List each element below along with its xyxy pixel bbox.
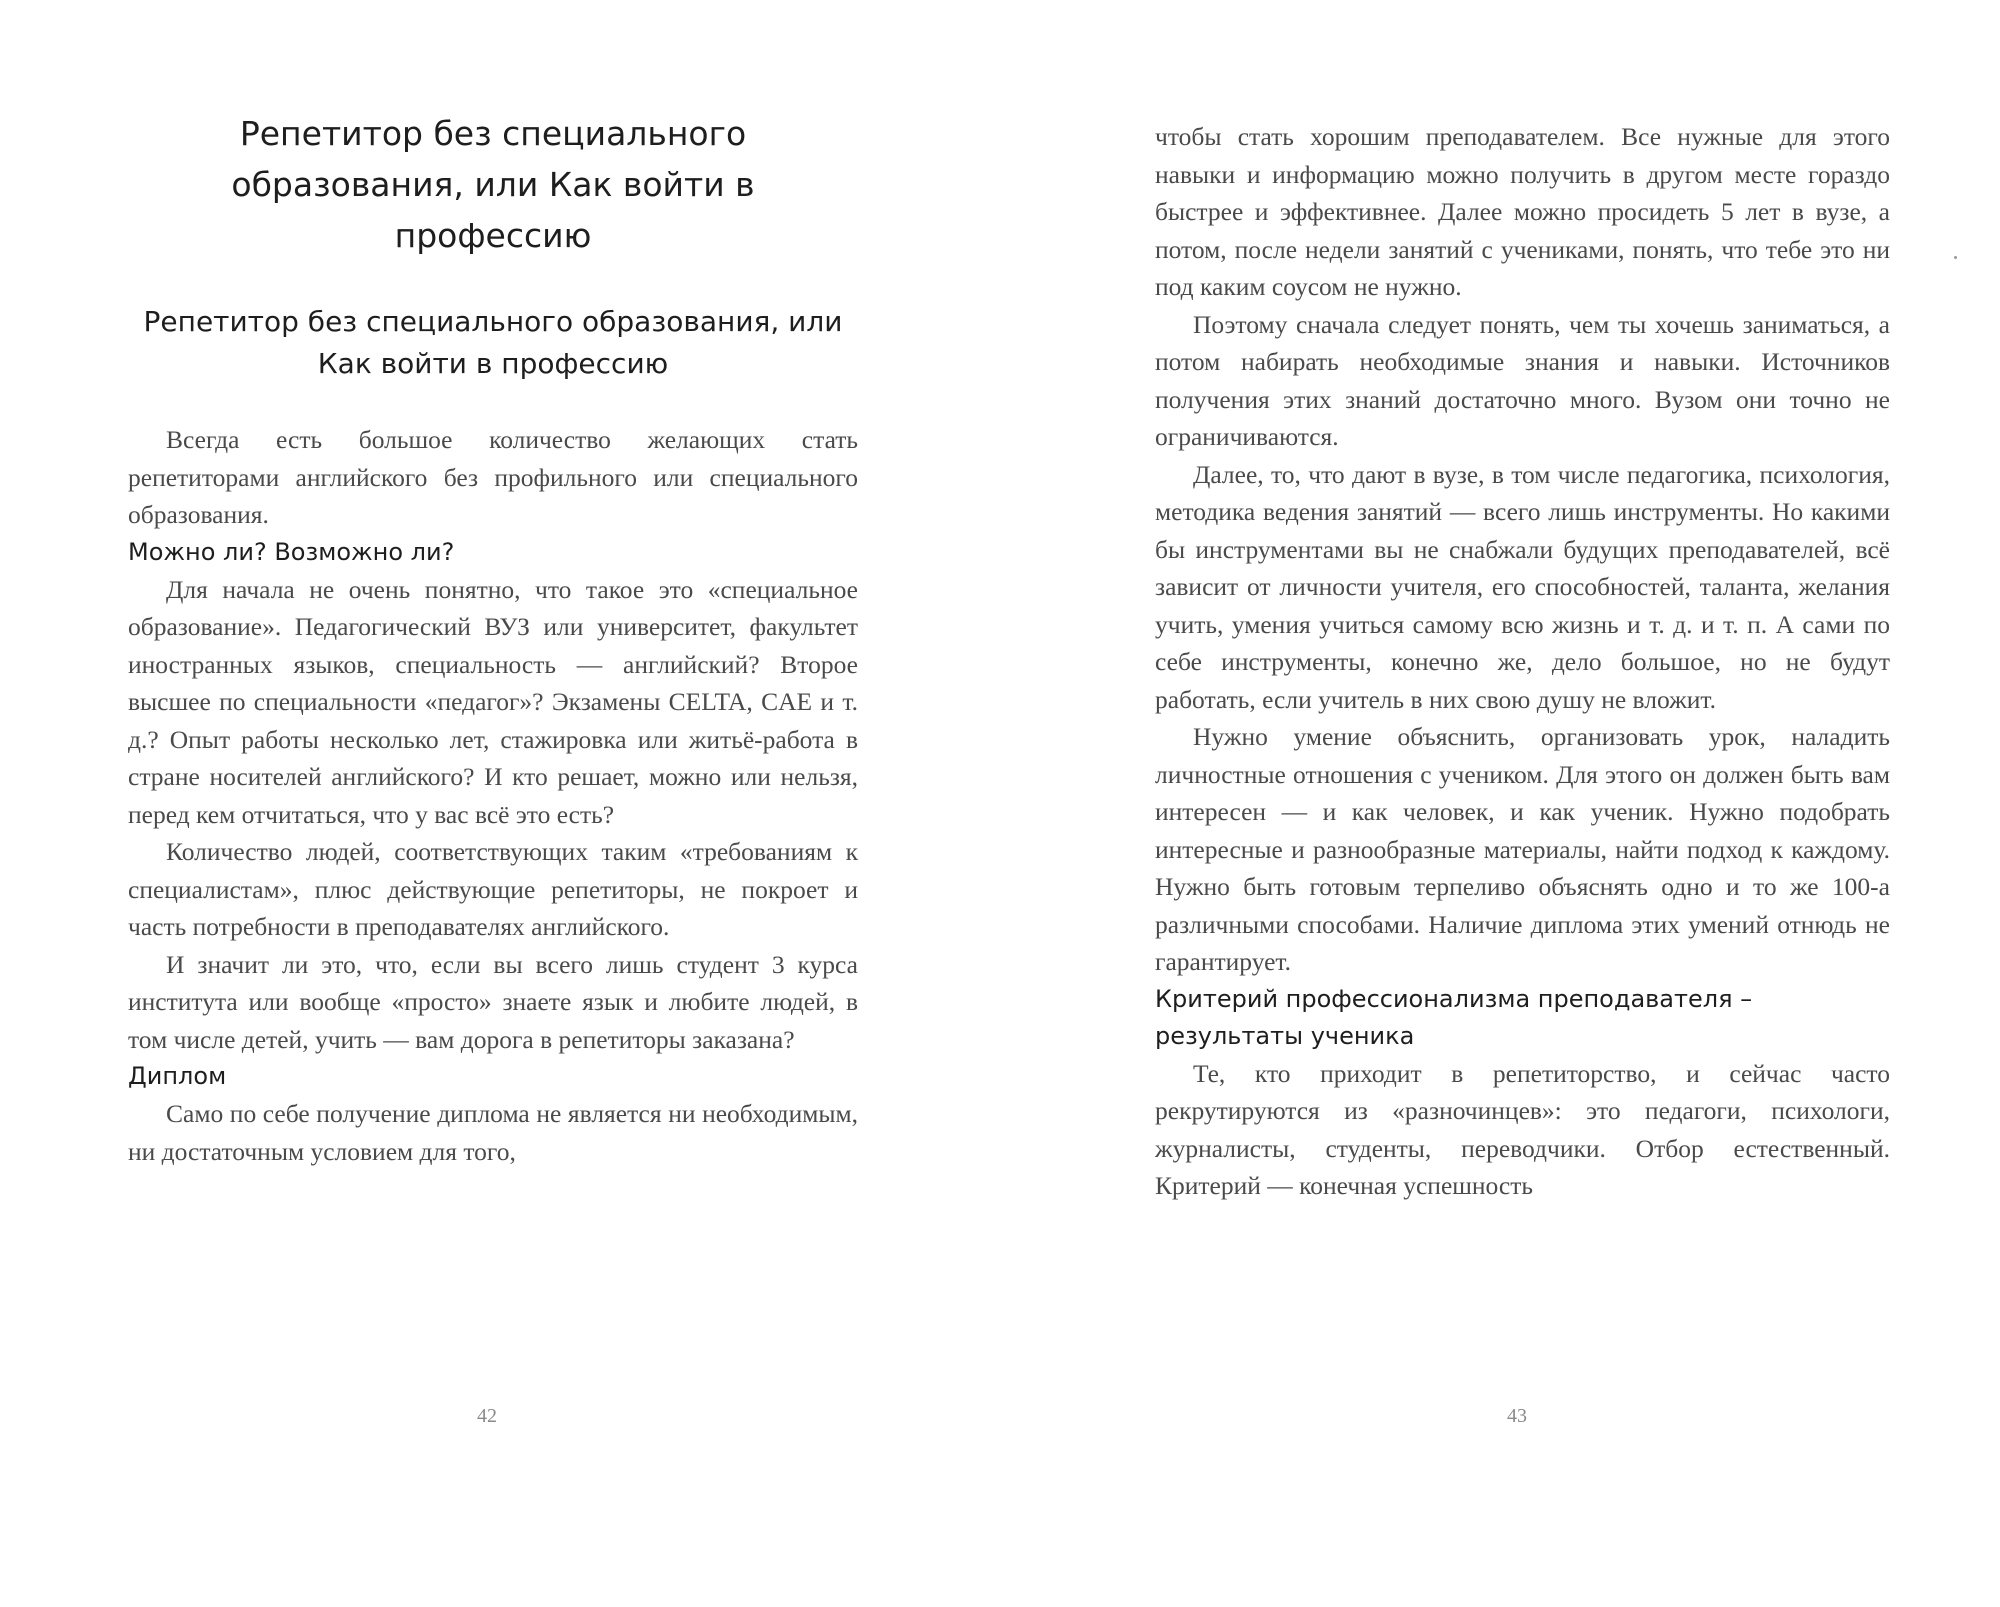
page-number-right: 43 <box>1507 1405 1527 1427</box>
body-paragraph: Для начала не очень понятно, что такое это «специальное образование». Педагогический ВУЗ или университет, факультет иностранных языков, специальность — английский? Второе высшее по специальности «педагог»? Экзамены CELTA, CAE и т. д.? Опыт работы несколько лет, стажировка или житьё-работа в стране носителей английского? И кто решает, можно или нельзя, перед кем отчитаться, что у вас всё это есть? <box>128 574 858 829</box>
body-paragraph: И значит ли это, что, если вы всего лишь студент 3 курса института или вообще «просто» знаете язык и любите людей, в том числе детей, учить — вам дорога в репетиторы заказана? <box>128 949 858 1054</box>
right-page <box>1155 0 1890 1607</box>
page-number-left: 42 <box>477 1405 497 1427</box>
continued-paragraph: чтобы стать хорошим преподавателем. Все нужные для этого навыки и информацию можно получить в другом месте гораздо быстрее и эффективнее. Далее можно просидеть 5 лет в вузе, а потом, после недели занятий с учениками, понять, что тебе это ни под каким соусом не нужно. <box>1155 122 1890 301</box>
left-page <box>128 0 858 1489</box>
subheading-diplom: Диплом <box>128 1062 227 1090</box>
body-paragraph: Количество людей, соответствующих таким «требованиям к специалистам», плюс действующие репетиторы, не покроет и часть потребности в преподавателях английского. <box>128 837 858 941</box>
body-paragraph: Поэтому сначала следует понять, чем ты хочешь заниматься, а потом набирать необходимые знания и навыки. Источников получения этих знаний достаточно много. Вузом они точно не ограничиваются. <box>1155 309 1890 451</box>
subheading-kriteriy: Критерий профессионализма преподавателя – результаты ученика <box>1155 984 1753 1050</box>
section-title: Репетитор без специального образования, или Как войти в профессию <box>143 305 843 380</box>
body-paragraph: Те, кто приходит в репетиторство, и сейчас часто рекрутируются из «разночинцев»: это педагоги, психологи, журналисты, студенты, переводчики. Отбор естественный. Критерий — конечная успешность <box>1155 1058 1890 1200</box>
body-paragraph: Нужно умение объяснить, организовать урок, наладить личностные отношения с учеником. Для этого он должен быть вам интересен — и как человек, и как ученик. Нужно подобрать интересные и разнообразные материалы, найти подход к каждому. Нужно быть готовым терпеливо объяснять одно и то же 100-а различными способами. Наличие диплома этих умений отнюдь не гарантирует. <box>1155 722 1890 976</box>
chapter-title: Репетитор без специального образования, или Как войти в профессию <box>231 114 755 255</box>
subheading-mozhno-li: Можно ли? Возможно ли? <box>128 537 455 566</box>
intro-paragraph: Всегда есть большое количество желающих стать репетиторами английского без профильного или специального образования. <box>128 425 858 529</box>
body-paragraph: Далее, то, что дают в вузе, в том числе педагогика, психология, методика ведения занятий — всего лишь инструменты. Но какими бы инструментами вы не снабжали будущих преподавателей, всё зависит от личности учителя, его способностей, таланта, желания учить, умения учиться самому всю жизнь и т. д. и т. п. А сами по себе инструменты, конечно же, дело большое, но не будут работать, если учитель в них свою душу не вложит. <box>1155 459 1890 714</box>
body-paragraph: Само по себе получение диплома не является ни необходимым, ни достаточным условием для того, <box>128 1099 858 1166</box>
intro-block <box>128 421 858 534</box>
scan-speck <box>1954 256 1957 259</box>
